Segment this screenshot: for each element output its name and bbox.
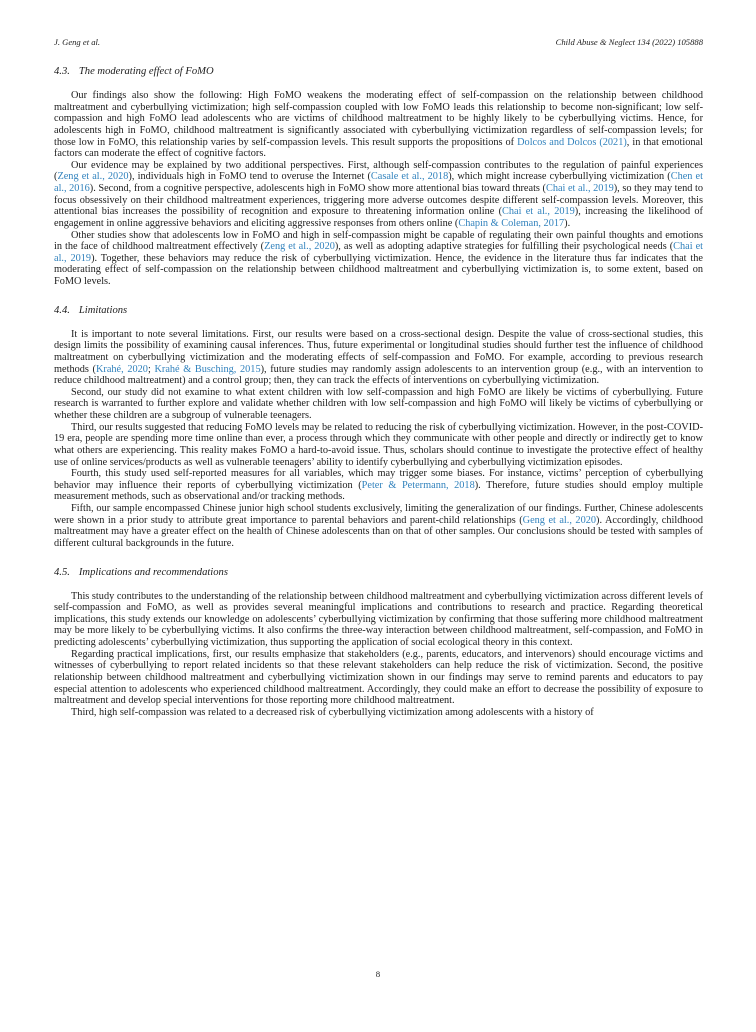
- citation-link[interactable]: Chapin & Coleman, 2017: [458, 217, 565, 229]
- paragraph-text: ), future studies may randomly assign adolescents to an intervention group (e.g., with an intervention to reduce childhood maltreatment) and a control group; then, they can track the effects of interventions on cyberbullying victimization.: [54, 363, 703, 387]
- section-title: Limitations: [78, 304, 128, 316]
- paragraph: [54, 649, 703, 707]
- article-body: [54, 64, 703, 718]
- section-number: 4.3.: [54, 66, 70, 77]
- citation-link[interactable]: Zeng et al., 2020: [57, 171, 129, 183]
- running-head: [54, 37, 703, 47]
- page-number: 8: [375, 969, 381, 979]
- page-footer: [0, 969, 756, 979]
- paragraph: [54, 503, 703, 550]
- paragraph: [54, 329, 703, 387]
- paragraph: [54, 468, 703, 503]
- section-heading: [54, 66, 703, 77]
- paragraph-text: ). Second, from a cognitive perspective, adolescents high in FoMO show more attentional bias toward threats (: [89, 183, 546, 194]
- running-head-journal: Child Abuse & Neglect 134 (2022) 105888: [555, 37, 703, 47]
- paragraph-text: Our findings also show the following: High FoMO weakens the moderating effect of self-compassion on the relationship between childhood maltreatment and cyberbullying victimization; high self-compassion coupled with low FoMO leads this relationship to become non-significant; low self-compassion and high FoMO lead adolescents who are victims of childhood maltreatment to be highly likely to be cyberbullying victims. Hence, for adolescents high in FoMO, childhood maltreatment is significantly associated with cyberbullying victimization regardless of self-compassion levels; for those low in FoMO, this relationship varies by self-compassion levels. This result supports the propositions of: [54, 90, 703, 148]
- paragraph: [54, 422, 703, 469]
- paragraph: [54, 707, 703, 719]
- citation-link[interactable]: Chen et al., 2016: [54, 171, 703, 194]
- citation-link[interactable]: Krahé & Busching, 2015: [154, 363, 261, 375]
- paragraph: [54, 230, 703, 288]
- paragraph-text: ), which might increase cyberbullying victimization (: [448, 171, 671, 183]
- citation-link[interactable]: Dolcos and Dolcos (2021): [517, 136, 627, 148]
- paragraph: [54, 591, 703, 649]
- citation-link[interactable]: Krahé, 2020: [95, 363, 148, 375]
- citation-link[interactable]: Zeng et al., 2020: [264, 241, 335, 253]
- paragraph-text: Third, our results suggested that reducing FoMO levels may be related to reducing the risk of cyberbullying victimization. However, in the post-COVID-19 era, people are spending more time online than ever, a process through which they communicate with other people and directly or indirectly get to know what others are experiencing. This reality makes FoMO a hard-to-avoid issue. Thus, scholars should continue to investigate the protective effect of healthy use of online services/products as well as vulnerable teenagers’ ability to identify cyberbullying and cyberbullying victimization episodes.: [54, 421, 703, 468]
- section-number: 4.4.: [54, 304, 70, 316]
- paragraph-text: ), as well as adopting adaptive strategies for fulfilling their psychological needs (: [334, 241, 674, 253]
- paragraph-text: Second, our study did not examine to what extent children with low self-compassion and high FoMO are likely be victims of cyberbullying. Future research is warranted to further explore and validate whether children with low self-compassion and high FoMO will likely be victims of cyberbullying or whether these children are a subgroup of vulnerable teenagers.: [54, 386, 703, 421]
- paragraph: [54, 90, 703, 160]
- citation-link[interactable]: Peter & Petermann, 2018: [361, 479, 475, 491]
- section-heading: [54, 305, 703, 316]
- paragraph: [54, 387, 703, 422]
- citation-link[interactable]: Casale et al., 2018: [370, 171, 449, 183]
- paragraph-text: This study contributes to the understanding of the relationship between childhood maltreatment and cyberbullying victimization across different levels of self-compassion and FoMO, as well as provides several meaningful implications and contributions to research and practice. Regarding theoretical implications, this study extends our knowledge on adolescents’ cyberbullying victimization by confirming that those suffering more childhood maltreatment may be more likely to be cyberbullying victims. It also confirms the three-way interaction between childhood maltreatment, self-compassion, and FoMO in predicting adolescents’ cyberbullying victimization, thus supporting the application of social ecological theory in this context.: [54, 590, 703, 648]
- paragraph-text: ;: [147, 363, 155, 375]
- citation-link[interactable]: Chai et al., 2019: [545, 183, 614, 194]
- citation-link[interactable]: Chai et al., 2019: [54, 241, 704, 264]
- paragraph: [54, 160, 703, 230]
- running-head-authors: J. Geng et al.: [54, 37, 101, 47]
- citation-link[interactable]: Geng et al., 2020: [522, 514, 597, 526]
- section-number: 4.5.: [54, 566, 70, 578]
- paragraph-text: Our evidence may be explained by two additional perspectives. First, although self-compassion contributes to the regulation of painful experiences (: [54, 159, 703, 183]
- paragraph-text: ).: [564, 217, 571, 229]
- paragraph-text: ). Together, these behaviors may reduce the risk of cyberbullying victimization. Hence, the evidence in the literature thus far indicates that the moderating effect of self-compassion on the relationship between childhood maltreatment and cyberbullying victimization is, to some extent, based on FoMO levels.: [54, 252, 704, 287]
- citation-link[interactable]: Chai et al., 2019: [502, 206, 575, 218]
- section-title: Implications and recommendations: [78, 566, 228, 578]
- paragraph-text: ). Therefore, future studies should employ multiple measurement methods, such as observational and/or tracking methods.: [54, 479, 704, 503]
- paragraph-text: ), so they may tend to focus obsessively on their childhood maltreatment experiences, triggering more adverse outcomes despite different self-compassion levels. Moreover, this attentional bias increases the possibility of recognition and exposure to threatening information online (: [54, 183, 703, 218]
- paragraph-text: Other studies show that adolescents low in FoMO and high in self-compassion might be capable of regulating their own painful thoughts and emotions in the face of childhood maltreatment effectively (: [54, 229, 703, 253]
- section-heading: [54, 567, 703, 578]
- paragraph-text: It is important to note several limitations. First, our results were based on a cross-sectional design. Despite the value of cross-sectional studies, this design limits the possibility of examining causal inferences. Thus, future experimental or longitudinal studies should further test the influence of childhood maltreatment on cyberbullying victimization and the moderating effects of self-compassion and FoMO. For example, according to previous research methods (: [54, 328, 703, 375]
- paragraph-text: ), increasing the likelihood of engagement in online aggressive behaviors and eliciting aggressive responses from others online (: [54, 206, 703, 229]
- paragraph-text: , in that emotional factors can moderate the effect of cognitive factors.: [54, 136, 703, 160]
- paragraph-text: Fifth, our sample encompassed Chinese junior high school students exclusively, limiting the generalization of our findings. Further, Chinese adolescents were shown in a prior study to attribute great importance to parental behaviors and parent-child relationships (: [54, 503, 703, 526]
- paragraph-text: ). Accordingly, childhood maltreatment may have a greater effect on the health of Chinese adolescents than on that of other samples. Our conclusions should be tested with samples of different cultural backgrounds in the future.: [54, 514, 703, 549]
- paragraph-text: Third, high self-compassion was related to a decreased risk of cyberbullying victimization among adolescents with a history of: [71, 706, 594, 718]
- paragraph-text: ), individuals high in FoMO tend to overuse the Internet (: [128, 171, 371, 183]
- paragraph-text: Fourth, this study used self-reported measures for all variables, which may trigger some biases. For instance, victims’ perception of cyberbullying behavior may influence their reports of cyberbullying victimization (: [54, 468, 703, 491]
- paragraph-text: Regarding practical implications, first, our results emphasize that stakeholders (e.g., parents, educators, and intervenors) should encourage victims and witnesses of cyberbullying to report related incidents so that these relevant stakeholders can help reduce the risk of victimization. Second, the positive relationship between childhood maltreatment and cyberbullying victimization shown in our findings may serve to remind parents and educators to pay especial attention to adolescents who experienced childhood maltreatment. Accordingly, they could make an effort to decrease the possibility of exposure to maltreatment and develop special interventions for those reporting more childhood maltreatment.: [54, 648, 703, 707]
- section-title: The moderating effect of FoMO: [78, 66, 214, 77]
